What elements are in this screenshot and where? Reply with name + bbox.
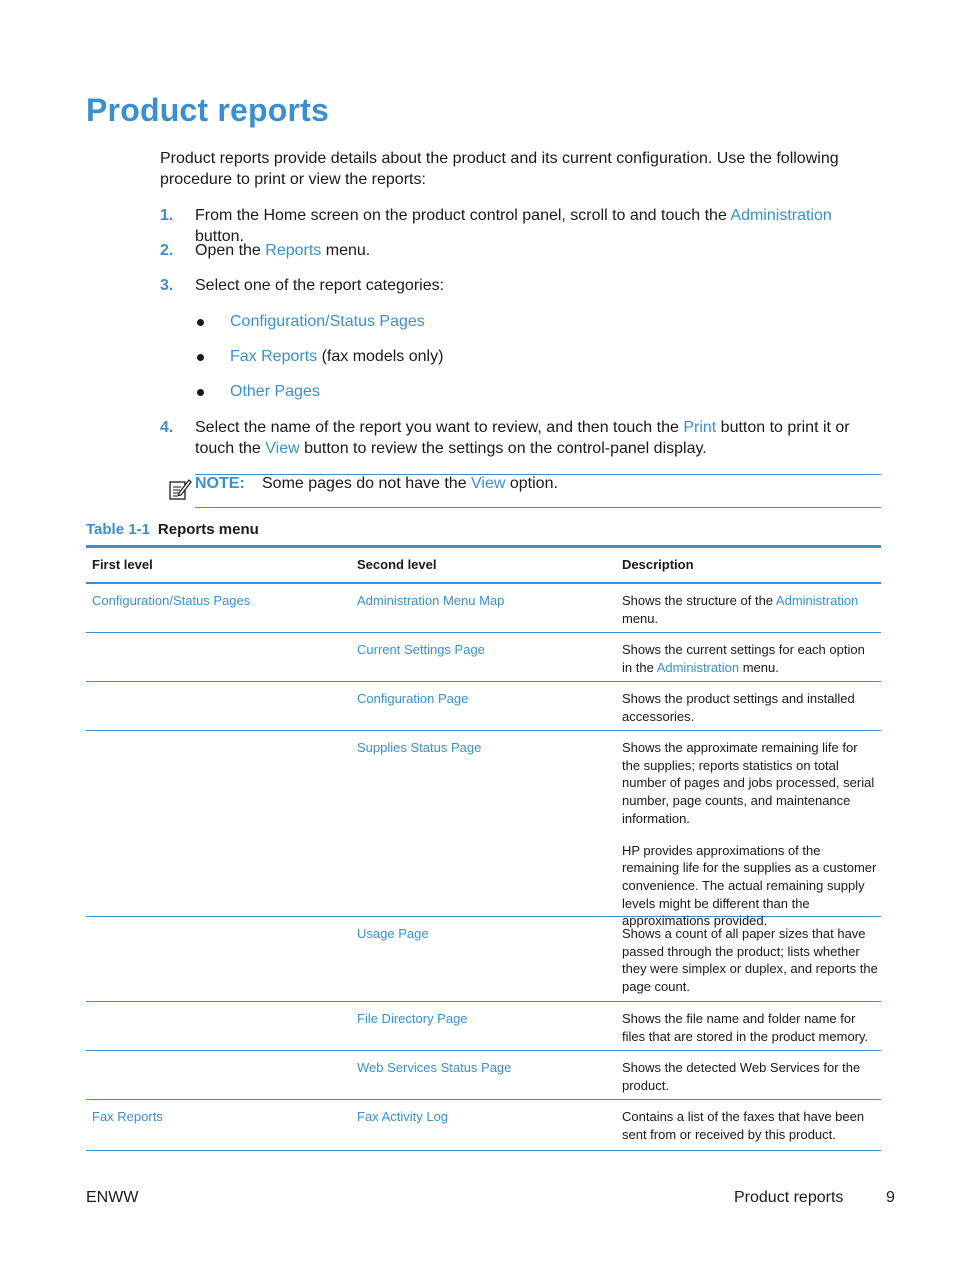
fax-reports-link[interactable]: Fax Reports xyxy=(230,348,318,365)
second-level-link[interactable]: Configuration Page xyxy=(357,691,469,706)
page-number: 9 xyxy=(886,1189,895,1206)
description-cell: Shows the product settings and installed accessories. xyxy=(622,691,855,724)
table-row xyxy=(86,1051,881,1100)
description-cell: Shows the file name and folder name for files that are stored in the product memory. xyxy=(622,1011,869,1044)
table-row xyxy=(86,633,881,682)
table-row xyxy=(86,731,881,929)
administration-link[interactable]: Administration xyxy=(656,659,740,675)
description-cell: Shows the structure of the Administration menu. xyxy=(622,593,859,626)
first-level-link[interactable]: Fax Reports xyxy=(92,1109,163,1124)
second-level-link[interactable]: Administration Menu Map xyxy=(357,593,505,608)
other-pages-link[interactable]: Other Pages xyxy=(230,383,320,400)
step-text: Open the Reports menu. xyxy=(195,242,371,259)
step-number: 1. xyxy=(160,207,174,224)
table-caption xyxy=(86,521,259,538)
table-row xyxy=(86,1100,881,1151)
note-box xyxy=(195,474,881,508)
second-level-link[interactable]: Web Services Status Page xyxy=(357,1060,512,1075)
step-text: Select one of the report categories: xyxy=(195,277,445,294)
description-cell: Shows the approximate remaining life for the supplies; reports statistics on total number of pages and jobs processed, serial number, page counts, and maintenance information. HP provides approximations of the remaining life for the supplies as a customer convenience. The actual remaining supply levels might be different than the approximations provided. xyxy=(622,740,877,929)
reports-link[interactable]: Reports xyxy=(265,242,322,259)
table-row xyxy=(86,682,881,731)
intro-paragraph: Product reports provide details about the product and its current configuration. Use the following procedure to print or view the reports: xyxy=(160,150,839,188)
column-header: First level xyxy=(92,557,153,572)
description-cell: Shows a count of all paper sizes that have passed through the product; lists whether they were simplex or duplex, and reports the page count. xyxy=(622,926,878,995)
bullet-icon xyxy=(197,319,204,326)
column-header: Second level xyxy=(357,557,437,572)
bullet-icon xyxy=(197,389,204,396)
note-label: NOTE: xyxy=(195,475,245,492)
second-level-link[interactable]: Fax Activity Log xyxy=(357,1109,449,1124)
column-header: Description xyxy=(622,557,694,572)
view-link[interactable]: View xyxy=(265,440,300,457)
note-text: Some pages do not have the View option. xyxy=(262,475,558,492)
step-number: 4. xyxy=(160,419,174,436)
step-number: 2. xyxy=(160,242,174,259)
step-text: Select the name of the report you want to review, and then touch the Print button to print it or touch the View button to review the settings on the control-panel display. xyxy=(195,419,850,457)
print-link[interactable]: Print xyxy=(683,419,717,436)
first-level-link[interactable]: Configuration/Status Pages xyxy=(92,593,251,608)
description-cell: Shows the current settings for each option in the Administration menu. xyxy=(622,642,865,675)
bullet-icon xyxy=(197,354,204,361)
configuration-status-pages-link[interactable]: Configuration/Status Pages xyxy=(230,313,425,330)
table-header xyxy=(86,545,881,584)
footer-left: ENWW xyxy=(86,1189,139,1206)
table-row xyxy=(86,917,881,1002)
administration-link[interactable]: Administration xyxy=(775,593,859,608)
table-title: Reports menu xyxy=(157,521,259,538)
page-title: Product reports xyxy=(86,92,330,128)
view-link[interactable]: View xyxy=(471,475,506,492)
second-level-link[interactable]: File Directory Page xyxy=(357,1011,468,1026)
second-level-link[interactable]: Supplies Status Page xyxy=(357,740,482,755)
footer-section: Product reports xyxy=(734,1189,844,1206)
table-number: Table 1-1 xyxy=(86,521,150,538)
description-cell: Shows the detected Web Services for the product. xyxy=(622,1060,861,1093)
second-level-link[interactable]: Usage Page xyxy=(357,926,429,941)
table-row xyxy=(86,1002,881,1051)
note-icon xyxy=(168,477,192,506)
second-level-link[interactable]: Current Settings Page xyxy=(357,642,485,657)
description-cell: Contains a list of the faxes that have been sent from or received by this product. xyxy=(622,1109,865,1142)
step-number: 3. xyxy=(160,277,174,294)
reports-menu-table xyxy=(86,545,881,1151)
table-row xyxy=(86,584,881,633)
administration-link[interactable]: Administration xyxy=(730,207,832,224)
step-text: From the Home screen on the product control panel, scroll to and touch the Administration button. xyxy=(195,207,832,245)
